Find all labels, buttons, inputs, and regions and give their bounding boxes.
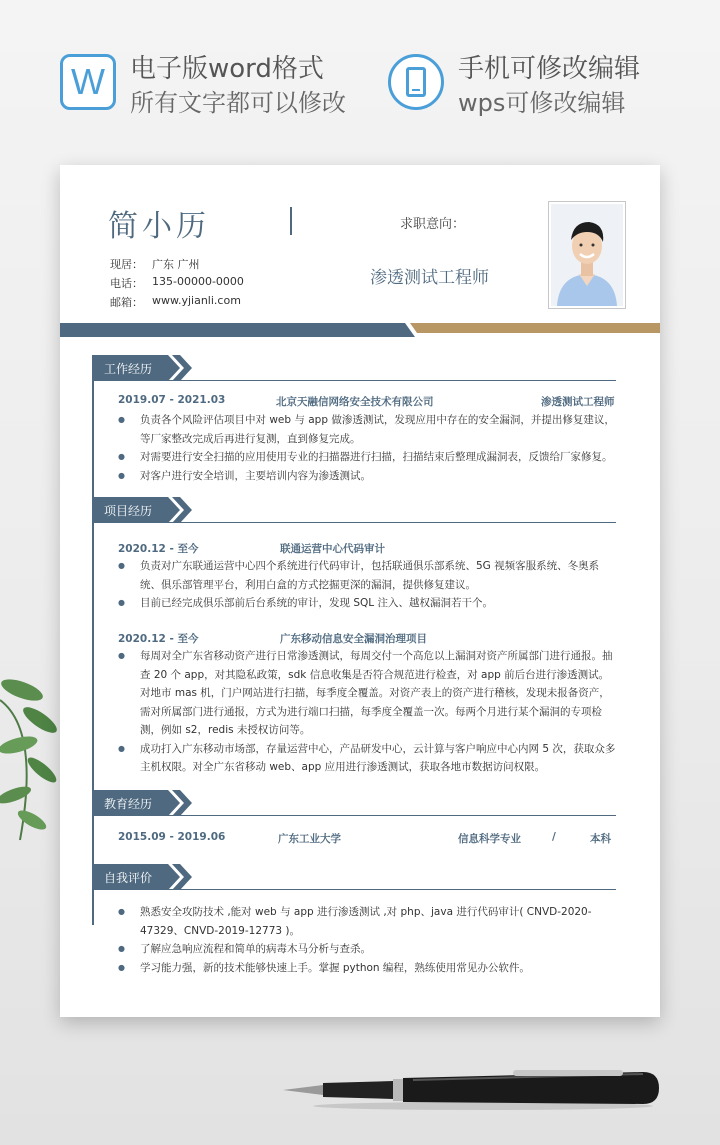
list-item: ● 了解应急响应流程和简单的病毒木马分析与查杀。 bbox=[118, 940, 618, 959]
profile-photo bbox=[548, 201, 626, 309]
list-item: ● 负责对广东联通运营中心四个系统进行代码审计，包括联通俱乐部系统、5G 视频客服系统、冬奥系统、俱乐部管理平台，利用白盒的方式挖掘更深的漏洞，提供修复建议。 bbox=[118, 557, 618, 594]
list-item: ● 负责各个风险评估项目中对 web 与 app 做渗透测试，发现应用中存在的安全漏洞，并提出修复建议，等厂家整改完成后再进行复测，直到修复完成。 bbox=[118, 411, 618, 448]
section-header-education bbox=[92, 790, 616, 816]
project2-date: 2020.12 - 至今 bbox=[118, 633, 199, 645]
header-divider-bar bbox=[60, 323, 660, 337]
feature2-title: 手机可修改编辑 bbox=[458, 54, 641, 84]
section-title-education: 教育经历 bbox=[104, 797, 153, 811]
work-duties bbox=[118, 411, 618, 485]
self-evaluation bbox=[118, 903, 618, 977]
resume-paper bbox=[60, 165, 660, 1017]
section-title-project: 项目经历 bbox=[104, 504, 153, 518]
info-location-key: 现居： bbox=[110, 258, 143, 271]
education-degree: 本科 bbox=[590, 833, 611, 845]
education-major: 信息科学专业 bbox=[458, 833, 521, 845]
info-location bbox=[110, 256, 200, 272]
section-title-work: 工作经历 bbox=[104, 362, 153, 376]
section-title-self: 自我评价 bbox=[104, 871, 153, 885]
objective-value: 渗透测试工程师 bbox=[370, 268, 489, 288]
section-header-self bbox=[92, 864, 616, 890]
info-phone-key: 电话： bbox=[110, 277, 143, 290]
work-date: 2019.07 - 2021.03 bbox=[118, 394, 226, 406]
list-item: ● 目前已经完成俱乐部前后台系统的审计，发现 SQL 注入、越权漏洞若干个。 bbox=[118, 594, 618, 613]
info-location-value: 广东 广州 bbox=[152, 258, 200, 271]
title-divider bbox=[290, 207, 292, 235]
work-role: 渗透测试工程师 bbox=[541, 396, 615, 408]
education-separator: / bbox=[552, 831, 556, 843]
work-company: 北京天融信网络安全技术有限公司 bbox=[276, 396, 434, 408]
list-item: ● 对需要进行安全扫描的应用使用专业的扫描器进行扫描，扫描结束后整理成漏洞表，反馈给厂家修复。 bbox=[118, 448, 618, 467]
list-item: ● 学习能力强，新的技术能够快速上手。掌握 python 编程，熟练使用常见办公软件。 bbox=[118, 959, 618, 978]
feature1-subtitle: 所有文字都可以修改 bbox=[130, 89, 346, 117]
info-phone-value: 135-00000-0000 bbox=[152, 275, 244, 288]
feature-mobile-edit bbox=[388, 52, 640, 120]
phone-icon bbox=[388, 54, 444, 110]
objective-label: 求职意向： bbox=[400, 217, 466, 232]
fountain-pen-decoration bbox=[283, 1062, 663, 1112]
project2-details bbox=[118, 647, 618, 777]
info-phone bbox=[110, 275, 244, 291]
info-email-key: 邮箱： bbox=[110, 296, 143, 309]
list-item: ● 成功打入广东移动市场部，存量运营中心，产品研发中心，云计算与客户响应中心内网 5 次，获取众多主机权限。对全广东省移动 web、app 应用进行渗透测试，获取各地市数据访问权限。 bbox=[118, 740, 618, 777]
section-header-project bbox=[92, 497, 616, 523]
list-item: ● 熟悉安全攻防技术 ,能对 web 与 app 进行渗透测试 ,对 php、java 进行代码审计( CNVD-2020-47329、CNVD-2019-12773 )。 bbox=[118, 903, 618, 940]
education-school: 广东工业大学 bbox=[278, 833, 341, 845]
candidate-name: 简小历 bbox=[108, 209, 210, 244]
section-header-work bbox=[92, 355, 616, 381]
project1-date: 2020.12 - 至今 bbox=[118, 543, 199, 555]
feature2-subtitle: wps可修改编辑 bbox=[458, 89, 626, 117]
timeline-line bbox=[92, 365, 94, 925]
list-item: ● 对客户进行安全培训，主要培训内容为渗透测试。 bbox=[118, 467, 618, 486]
project2-name: 广东移动信息安全漏洞治理项目 bbox=[280, 633, 427, 645]
project1-details bbox=[118, 557, 618, 613]
feature1-title: 电子版word格式 bbox=[130, 54, 324, 84]
education-date: 2015.09 - 2019.06 bbox=[118, 831, 226, 843]
project1-name: 联通运营中心代码审计 bbox=[280, 543, 385, 555]
feature-word-format bbox=[60, 52, 346, 120]
info-email bbox=[110, 294, 241, 310]
info-email-value: www.yjianli.com bbox=[152, 294, 241, 307]
list-item: ● 每周对全广东省移动资产进行日常渗透测试，每周交付一个高危以上漏洞对资产所属部门进行通报。抽查 20 个 app，对其隐私政策，sdk 信息收集是否符合规范进行检查，对 app 前后台进行渗透测试。对地市 mas 机，门户网站进行扫描，每季度全覆盖。对资产表上的资产进行稽核，发现未报备资产，需对所属部门进行通报，方式为进行端口扫描，每季度全覆盖一次。每两个月进行某个漏洞的专项检测，例如 s2，redis 未授权访问等。 bbox=[118, 647, 618, 740]
word-doc-icon: W bbox=[60, 54, 116, 110]
